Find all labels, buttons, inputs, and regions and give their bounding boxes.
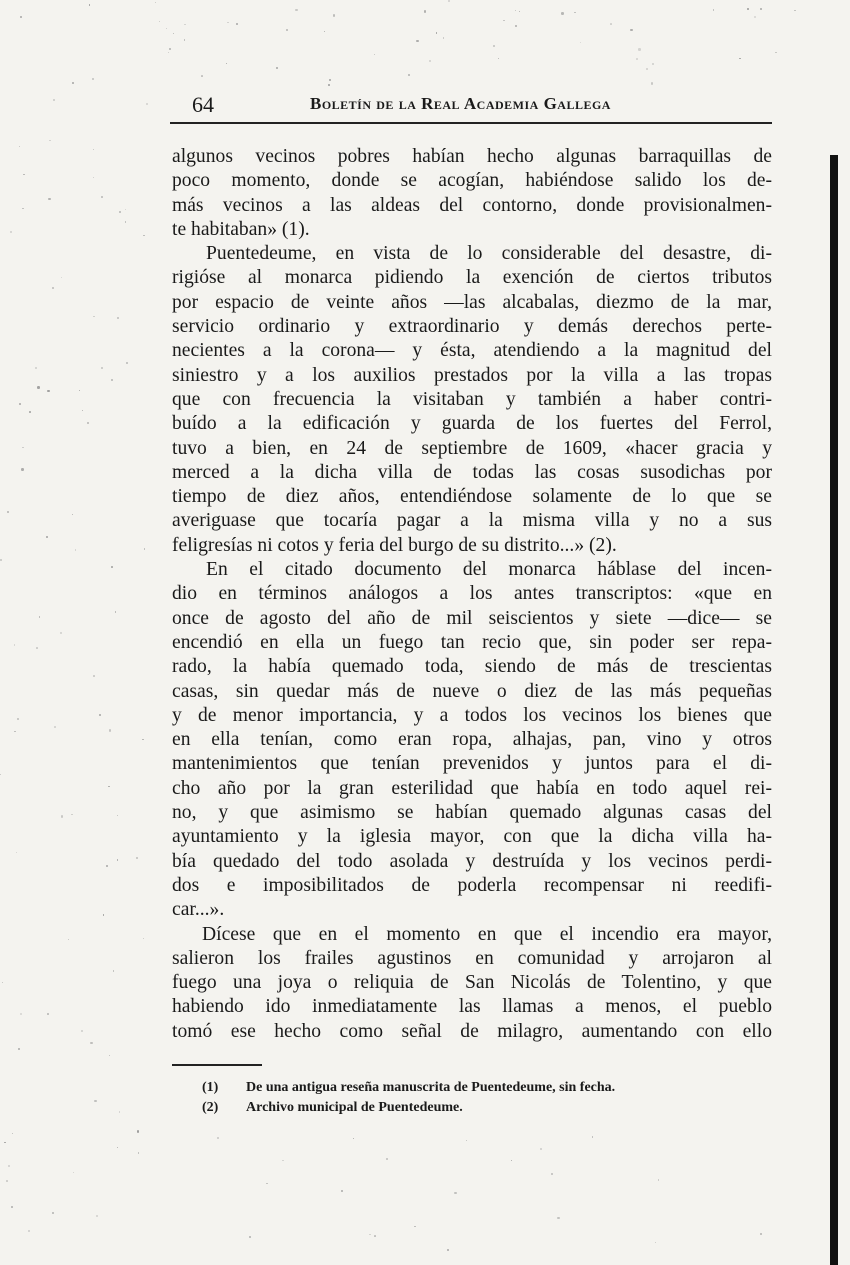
scan-speckle bbox=[266, 1183, 268, 1185]
scan-speckle bbox=[155, 2, 156, 3]
scan-speckle bbox=[19, 146, 20, 147]
scan-speckle bbox=[22, 447, 23, 448]
scan-speckle bbox=[93, 316, 95, 318]
text-line: no, y que asimismo se habían quemado algunas casas del bbox=[172, 802, 772, 824]
scan-speckle bbox=[236, 23, 238, 25]
scan-speckle bbox=[429, 60, 431, 62]
running-title: Boletín de la Real Academia Gallega bbox=[310, 94, 611, 113]
text-line: Dícese que en el momento en que el incendio era mayor, bbox=[202, 923, 772, 945]
scan-speckle bbox=[498, 58, 499, 59]
scan-speckle bbox=[466, 1140, 467, 1141]
scan-speckle bbox=[630, 29, 632, 31]
scan-speckle bbox=[436, 32, 438, 34]
scan-speckle bbox=[493, 45, 495, 47]
scan-speckle bbox=[35, 367, 37, 369]
scan-speckle bbox=[96, 1215, 98, 1217]
scan-speckle bbox=[0, 559, 2, 561]
scan-speckle bbox=[93, 177, 94, 178]
scan-speckle bbox=[137, 1130, 139, 1132]
scan-speckle bbox=[60, 632, 61, 633]
text-line: tiempo de diez años, entendiéndose solamente de lo que se bbox=[172, 486, 772, 508]
scan-speckle bbox=[142, 739, 143, 740]
text-line: ayuntamiento y la iglesia mayor, con que la dicha villa ha- bbox=[172, 826, 772, 848]
scan-speckle bbox=[111, 566, 113, 568]
text-line: mantenimientos que tenían prevenidos y juntos para el di- bbox=[172, 753, 772, 775]
scan-speckle bbox=[333, 14, 335, 16]
scan-speckle bbox=[90, 1042, 92, 1044]
scan-speckle bbox=[37, 386, 39, 388]
scan-speckle bbox=[775, 52, 777, 54]
text-line: cho año por la gran esterilidad que había en todo aquel rei- bbox=[172, 777, 772, 799]
text-line: te habitaban» (1). bbox=[172, 218, 310, 240]
scan-speckle bbox=[113, 970, 115, 972]
scan-speckle bbox=[16, 852, 17, 853]
scan-speckle bbox=[295, 9, 297, 11]
scan-speckle bbox=[47, 390, 49, 392]
page-number: 64 bbox=[192, 92, 214, 117]
scan-speckle bbox=[72, 514, 73, 515]
scan-speckle bbox=[353, 1138, 354, 1139]
scan-speckle bbox=[448, 0, 450, 2]
scan-speckle bbox=[249, 1236, 251, 1238]
scan-speckle bbox=[515, 10, 516, 11]
scan-speckle bbox=[794, 10, 796, 12]
scan-speckle bbox=[374, 54, 375, 55]
text-line: fuego una joya o reliquia de San Nicolás de Tolentino, y que bbox=[172, 972, 772, 994]
scan-speckle bbox=[79, 390, 80, 391]
scan-speckle bbox=[739, 58, 741, 60]
scan-speckle bbox=[424, 10, 426, 12]
scan-speckle bbox=[14, 731, 15, 732]
scan-speckle bbox=[49, 140, 50, 141]
scan-speckle bbox=[201, 75, 203, 77]
scan-speckle bbox=[454, 1192, 456, 1194]
scan-speckle bbox=[18, 1048, 20, 1050]
scan-speckle bbox=[36, 647, 38, 649]
scan-speckle bbox=[111, 379, 113, 381]
scan-speckle bbox=[39, 616, 41, 618]
scan-speckle bbox=[184, 39, 185, 40]
scan-speckle bbox=[276, 67, 278, 69]
scan-edge-shadow bbox=[830, 155, 838, 1265]
text-line: rigióse al monarca pidiendo la exención de ciertos tributos bbox=[172, 267, 772, 289]
text-line: poco momento, donde se acogían, habiéndose salido los de- bbox=[172, 170, 772, 192]
text-line: En el citado documento del monarca háblase del incen- bbox=[206, 559, 772, 581]
scan-speckle bbox=[168, 52, 169, 53]
scan-speckle bbox=[169, 48, 171, 50]
text-line: siniestro y a los auxilios prestados por la villa a las tropas bbox=[172, 364, 772, 386]
scan-speckle bbox=[443, 37, 444, 38]
text-line: casas, sin quedar más de nueve o diez de las más pequeñas bbox=[172, 680, 772, 702]
scan-speckle bbox=[6, 1180, 8, 1182]
scan-speckle bbox=[0, 774, 1, 775]
scan-speckle bbox=[119, 1111, 120, 1112]
scan-speckle bbox=[515, 25, 517, 27]
scan-speckle bbox=[53, 99, 55, 101]
scan-speckle bbox=[109, 729, 111, 731]
scan-speckle bbox=[125, 209, 126, 210]
scan-speckle bbox=[557, 1217, 559, 1219]
scan-speckle bbox=[61, 277, 63, 279]
scan-speckle bbox=[29, 411, 31, 413]
scan-speckle bbox=[71, 814, 73, 816]
scan-speckle bbox=[138, 1152, 140, 1154]
scan-speckle bbox=[519, 11, 521, 13]
scan-speckle bbox=[561, 12, 563, 14]
scan-speckle bbox=[341, 1190, 343, 1192]
scan-speckle bbox=[8, 1165, 10, 1167]
scan-speckle bbox=[286, 29, 288, 31]
scan-speckle bbox=[103, 914, 104, 915]
scan-speckle bbox=[408, 74, 410, 76]
scan-speckle bbox=[184, 24, 186, 26]
scan-speckle bbox=[592, 1136, 594, 1138]
scan-speckle bbox=[217, 1137, 219, 1139]
scan-speckle bbox=[117, 859, 118, 860]
scan-speckle bbox=[47, 1013, 49, 1015]
scan-speckle bbox=[54, 726, 56, 728]
text-line: salieron los frailes agustinos en comunidad y arrojaron al bbox=[172, 947, 772, 969]
scan-speckle bbox=[646, 68, 648, 70]
scan-speckle bbox=[7, 511, 9, 513]
scan-speckle bbox=[144, 548, 145, 549]
scan-speckle bbox=[46, 536, 48, 538]
scan-speckle bbox=[17, 718, 19, 720]
text-line: más vecinos a las aldeas del contorno, donde provisionalmen- bbox=[172, 194, 772, 216]
scan-speckle bbox=[14, 644, 15, 645]
scan-speckle bbox=[109, 1055, 110, 1056]
scan-speckle bbox=[92, 78, 94, 80]
scan-speckle bbox=[119, 211, 121, 213]
text-line: merced a la dicha villa de todas las cosas susodichas por bbox=[172, 461, 772, 483]
scan-speckle bbox=[48, 198, 50, 200]
scan-speckle bbox=[117, 317, 119, 319]
text-line: servicio ordinario y extraordinario y demás derechos perte- bbox=[172, 316, 772, 338]
scan-speckle bbox=[146, 103, 148, 105]
scan-speckle bbox=[159, 21, 160, 22]
scan-speckle bbox=[101, 196, 103, 198]
scan-speckle bbox=[416, 40, 418, 42]
text-line: Puentedeume, en vista de lo considerable del desastre, di- bbox=[206, 243, 772, 265]
scan-speckle bbox=[101, 367, 103, 369]
scan-speckle bbox=[106, 865, 108, 867]
scan-speckle bbox=[173, 33, 174, 34]
scan-speckle bbox=[329, 79, 331, 81]
scan-speckle bbox=[227, 22, 229, 24]
footnote-text: De una antigua reseña manuscrita de Puentedeume, sin fecha. bbox=[246, 1080, 616, 1095]
scan-speckle bbox=[574, 12, 575, 13]
scan-speckle bbox=[655, 1242, 656, 1243]
scan-speckle bbox=[99, 714, 101, 716]
scan-speckle bbox=[658, 1179, 659, 1180]
scan-speckle bbox=[61, 815, 63, 817]
scan-speckle bbox=[143, 938, 144, 939]
text-line: buído a la edificación y guarda de los fuertes del Ferrol, bbox=[172, 413, 772, 435]
text-line: once de agosto del año de mil seiscientos y siete —dice— se bbox=[172, 607, 772, 629]
scan-speckle bbox=[754, 16, 756, 18]
scan-speckle bbox=[447, 1249, 449, 1251]
scan-speckle bbox=[374, 1235, 376, 1237]
scan-speckle bbox=[68, 939, 69, 940]
text-line: bía quedado del todo asolada y destruída y los vecinos perdi- bbox=[172, 850, 772, 872]
scan-speckle bbox=[4, 1142, 6, 1144]
scan-speckle bbox=[82, 410, 83, 411]
footnote-number: (2) bbox=[202, 1100, 219, 1115]
scan-speckle bbox=[747, 8, 748, 9]
scan-speckle bbox=[760, 1233, 762, 1235]
scan-speckle bbox=[72, 82, 73, 83]
scan-speckle bbox=[21, 468, 23, 470]
footnote-number: (1) bbox=[202, 1080, 219, 1095]
text-line: por espacio de veinte años —las alcabalas, diezmo de la mar, bbox=[172, 291, 772, 313]
scan-speckle bbox=[503, 20, 504, 21]
text-line: feligresías ni cotos y feria del burgo de su distrito...» (2). bbox=[172, 534, 617, 556]
scan-speckle bbox=[610, 23, 612, 25]
scan-speckle bbox=[652, 63, 654, 65]
text-line: encendió en ella un fuego tan recio que, sin poder ser repa- bbox=[172, 631, 772, 653]
scan-speckle bbox=[166, 28, 168, 30]
text-line: y de menor importancia, y a todos los vecinos los bienes que bbox=[172, 704, 772, 726]
scan-speckle bbox=[52, 1212, 54, 1214]
scan-speckle bbox=[20, 16, 22, 18]
scan-speckle bbox=[143, 235, 145, 237]
footnote bbox=[202, 1098, 772, 1118]
scan-speckle bbox=[511, 1160, 512, 1161]
text-line: en ella tenían, como eran ropa, alhajas, pan, vino y otros bbox=[172, 729, 772, 751]
scan-speckle bbox=[2, 982, 3, 983]
scan-speckle bbox=[580, 42, 581, 43]
footnote bbox=[202, 1078, 772, 1098]
text-line: que con frecuencia la visitaban y también a haber contri- bbox=[172, 388, 772, 410]
text-line: necientes a la corona— y ésta, atendiendo a la magnitud del bbox=[172, 340, 772, 362]
text-line: tomó ese hecho como señal de milagro, aumentando con ello bbox=[172, 1020, 772, 1042]
scan-speckle bbox=[126, 362, 128, 364]
body-text bbox=[172, 145, 772, 1044]
scan-speckle bbox=[75, 549, 77, 551]
scan-speckle bbox=[226, 63, 228, 65]
scan-speckle bbox=[760, 8, 762, 10]
scan-speckle bbox=[52, 287, 54, 289]
scan-speckle bbox=[324, 31, 325, 32]
text-line: dos e imposibilitados de poderla recompensar ni reedifi- bbox=[172, 874, 772, 896]
scan-speckle bbox=[87, 422, 89, 424]
text-line: tuvo a bien, en 24 de septiembre de 1609, «hacer gracia y bbox=[172, 437, 772, 459]
scan-speckle bbox=[636, 58, 638, 60]
scan-speckle bbox=[10, 231, 11, 232]
scan-speckle bbox=[540, 1148, 542, 1150]
scan-speckle bbox=[369, 1234, 371, 1236]
scan-speckle bbox=[108, 786, 110, 788]
scan-speckle bbox=[22, 208, 23, 209]
scan-speckle bbox=[117, 815, 118, 816]
scan-speckle bbox=[328, 84, 330, 86]
scan-speckle bbox=[551, 1173, 553, 1175]
scan-speckle bbox=[386, 1158, 388, 1160]
scan-speckle bbox=[125, 221, 127, 223]
text-line: car...». bbox=[172, 899, 225, 921]
page-header bbox=[170, 92, 772, 124]
text-line: habiendo ido inmediatamente las llamas a menos, el pueblo bbox=[172, 996, 772, 1018]
footnote-rule bbox=[172, 1064, 262, 1066]
scan-speckle bbox=[73, 1172, 74, 1173]
scan-speckle bbox=[23, 174, 24, 175]
scan-speckle bbox=[11, 1206, 13, 1208]
scan-speckle bbox=[93, 675, 95, 677]
scan-speckle bbox=[115, 611, 116, 612]
scan-speckle bbox=[282, 1160, 283, 1161]
scan-speckle bbox=[651, 82, 653, 84]
text-line: dio en términos análogos a los antes transcriptos: «que en bbox=[172, 583, 772, 605]
scan-speckle bbox=[713, 9, 715, 11]
scan-speckle bbox=[414, 1226, 416, 1228]
text-line: algunos vecinos pobres habían hecho algunas barraquillas de bbox=[172, 146, 772, 167]
text-line: rado, la había quemado toda, siendo de más de trescientas bbox=[172, 656, 772, 678]
scan-speckle bbox=[89, 4, 90, 5]
scan-speckle bbox=[638, 48, 640, 50]
scan-speckle bbox=[28, 1230, 30, 1232]
scan-speckle bbox=[81, 1030, 83, 1032]
scan-speckle bbox=[20, 1013, 22, 1015]
footnote-text: Archivo municipal de Puentedeume. bbox=[246, 1100, 463, 1115]
scan-speckle bbox=[117, 1147, 119, 1149]
scan-speckle bbox=[19, 403, 21, 405]
scan-speckle bbox=[94, 1100, 96, 1102]
footnotes bbox=[202, 1078, 772, 1118]
text-line: averiguase que tocaría pagar a la misma villa y no a sus bbox=[172, 510, 772, 532]
scan-speckle bbox=[93, 149, 94, 150]
scan-speckle bbox=[12, 1133, 13, 1134]
scan-speckle bbox=[136, 857, 138, 859]
